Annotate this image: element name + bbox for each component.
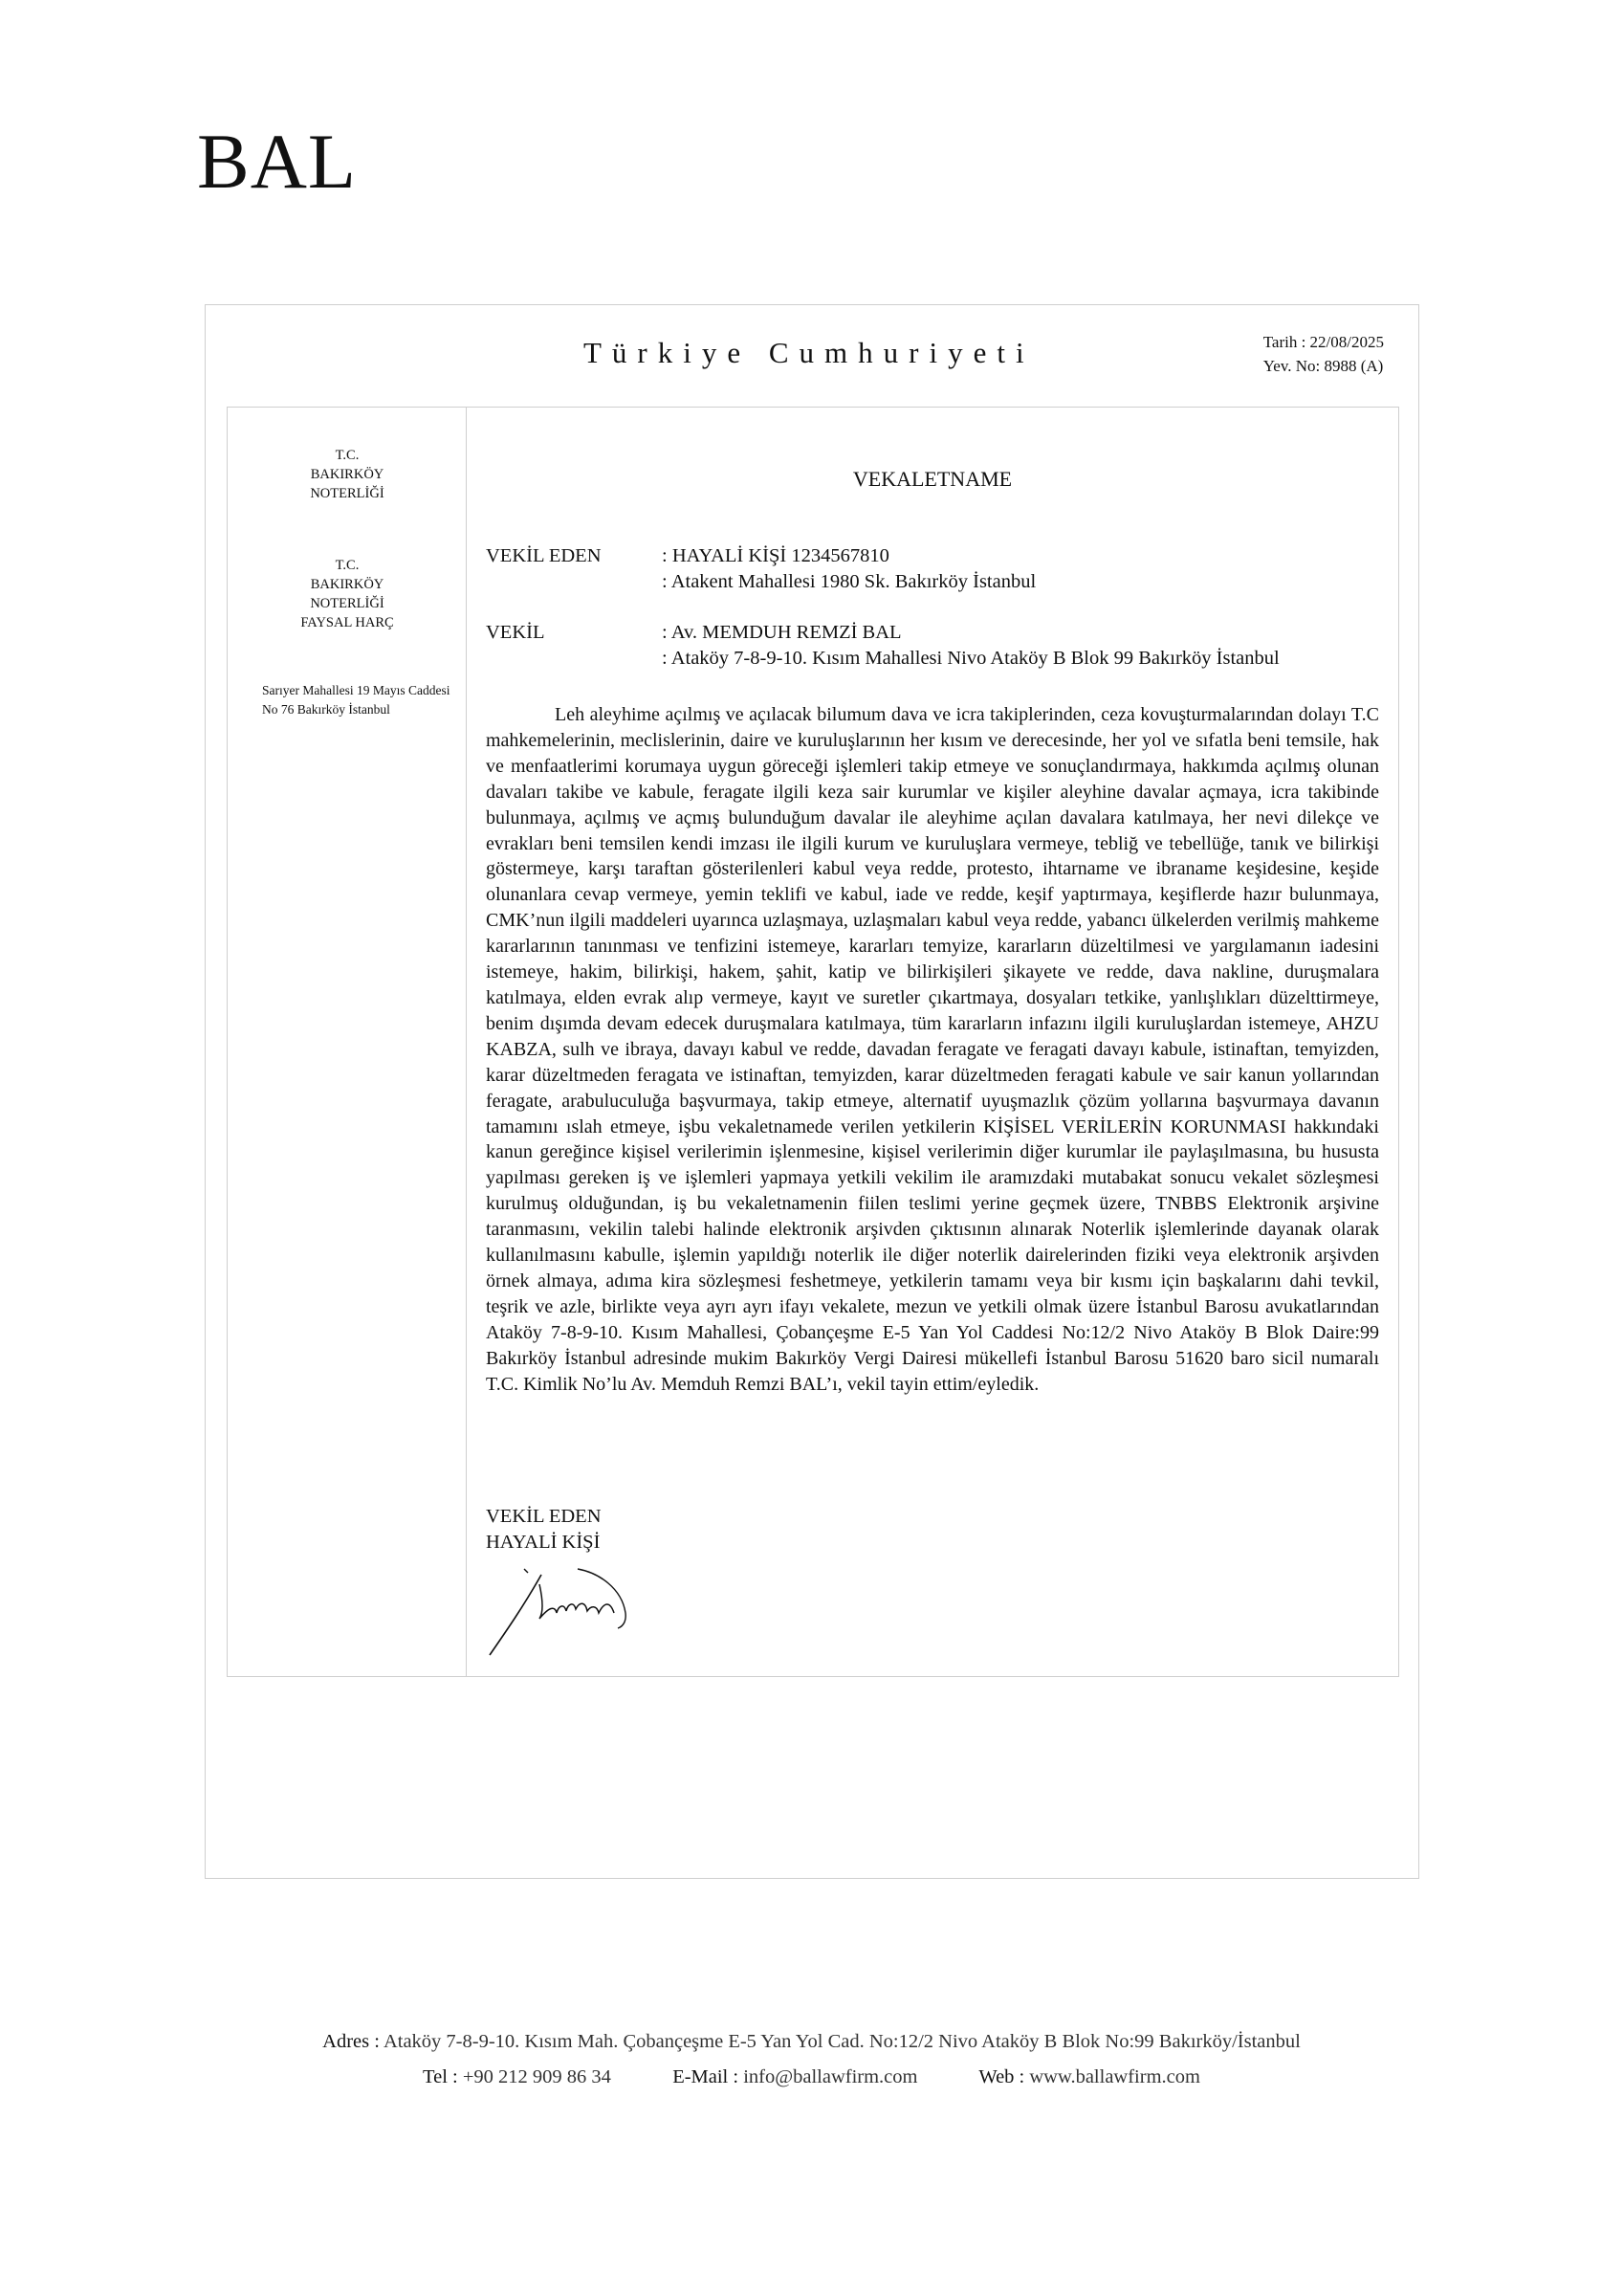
- document-date: Tarih : 22/08/2025: [1262, 333, 1384, 351]
- signature-name: HAYALİ KİŞİ: [486, 1532, 601, 1553]
- attorney-label: VEKİL: [486, 622, 545, 643]
- stamp-line: NOTERLİĞİ: [310, 486, 384, 501]
- stamp-line: FAYSAL HARÇ: [300, 615, 394, 630]
- stamp-line: NOTERLİĞİ: [310, 596, 384, 611]
- footer-address-label: Adres :: [322, 2031, 380, 2052]
- signature-label: VEKİL EDEN: [486, 1506, 602, 1527]
- footer-tel-label: Tel :: [423, 2066, 458, 2087]
- document-body-frame: [227, 407, 1399, 1677]
- stamp-line: T.C.: [335, 448, 360, 463]
- document-frame: [205, 304, 1419, 1879]
- footer-email-label: E-Mail :: [672, 2066, 739, 2087]
- principal-label: VEKİL EDEN: [486, 545, 602, 566]
- stamp-line: BAKIRKÖY: [310, 577, 384, 592]
- document-ref-no: Yev. No: 8988 (A): [1262, 357, 1384, 375]
- republic-title: Türkiye Cumhuriyeti: [583, 336, 1035, 369]
- document-meta: [1263, 330, 1384, 378]
- handwritten-signature: [486, 1563, 639, 1659]
- document-title: VEKALETNAME: [852, 467, 1013, 491]
- principal-name: : HAYALİ KİŞİ 1234567810: [662, 545, 889, 566]
- footer-contact-line: [0, 2066, 1623, 2088]
- body-paragraph: Leh aleyhime açılmış ve açılacak bilumum dava ve icra takiplerinden, ceza kovuşturmalarından dolayı T.C mahkemelerinin, meclislerinin, daire ve kuruluşlarının her kısım ve derecesinde, her yol ve sıfatla beni temsile, hak ve menfaatlerimi korumaya uygun göreceği işlemleri takip etmeye ve sonuçlandırmaya, hakkımda açılmış olunan davaları takibe ve kabule, feragate ilgili keza sair kurumlar ve kişiler aleyhine davalar açmaya, icra takibinde bulunmaya, açılmış ve açmış bulunduğum davalar ile aleyhime açılan davalara katılmaya, her nevi dilekçe ve evrakları beni temsilen kendi imzası ile ilgili kurum ve kuruluşlara vermeye, tebliğ ve tebellüğe, tanık ve bilirkişi göstermeye, karşı taraftan gösterilenleri kabul veya redde, protesto, ihtarname ve ibraname keşidesine, keşide olunanlara cevap vermeye, yemin teklifi ve kabul, iade ve redde, keşif yaptırmaya, keşiflerde hazır bulunmaya, CMK’nun ilgili maddeleri uyarınca uzlaşmaya, uzlaşmaları kabul veya redde, yabancı ülkelerden verilmiş mahkeme kararlarının tanınması ve tenfizini istemeye, kararları temyize, kararların düzeltilmesi ve yargılamanın iadesini istemeye, hakim, bilirkişi, hakem, şahit, katip ve bilirkişileri şikayete ve redde, dava nakline, duruşmalara katılmaya, elden evrak alıp vermeye, kayıt ve suretler çıkartmaya, dosyaları tetkike, yanlışlıkları düzelttirmeye, benim dışımda devam edecek duruşmalara katılmaya, tüm kararların infazını ilgili kuruluşlardan istemeye, AHZU KABZA, sulh ve ibraya, davayı kabul ve redde, davadan feragate ve feragati davayı kabule, istinaftan, temyizden, karar düzeltmeden feragata ve istinaftan, temyizden, karar düzeltmeden feragati kabule ve sair kanun yollarından feragate, arabuluculuğa başvurmaya, takip etmeye, alternatif uyuşmazlık çözüm yollarına başvurmaya davanın tamamını ıslah etmeye, işbu vekaletnamede verilen yetkilerin KİŞİSEL VERİLERİN KORUNMASI hakkındaki kanun gereğince kişisel verilerimin işlenmesine, kişisel verilerimin diğer kurumlar ile paylaşılmasına, bu hususta yapılması gereken iş ve işlemleri yapmaya yetkili vekilim ile aramızdaki mutabakat sonucu vekalet sözleşmesi kurulmuş olduğundan, iş bu vekaletnamenin fiilen teslimi yerine geçmek üzere, TNBBS Elektronik arşivine taranmasını, vekilin talebi halinde elektronik arşivden çıktısının alınarak Noterlik işlemlerinde dayanak olarak kullanılmasını kabulle, işlemin yapıldığı noterlik ile diğer noterlik dairelerinden fiziki veya elektronik arşivden örnek almaya, adıma kira sözleşmesi feshetmeye, yetkilerin tamamı veya bir kısmı için başkalarını dahi tevkil, teşrik ve azle, birlikte veya ayrı ayrı ifayı vekalete, mezun ve yetkili olmak üzere İstanbul Barosu avukatlarından Ataköy 7-8-9-10. Kısım Mahallesi, Çobançeşme E-5 Yan Yol Caddesi No:12/2 Nivo Ataköy B Blok Daire:99 Bakırköy İstanbul adresinde mukim Bakırköy Vergi Dairesi mükellefi İstanbul Barosu 51620 baro sicil numaralı T.C. Kimlik No’lu Av. Memduh Remzi BAL’ı, vekil tayin ettim/eyledik.: [486, 704, 1379, 1395]
- firm-logo: BAL: [197, 118, 357, 205]
- signature-block: [486, 1504, 602, 1556]
- notary-address: Sarıyer Mahallesi 19 Mayıs Caddesi No 76 Bakırköy İstanbul: [262, 683, 450, 717]
- stamp-column: [228, 408, 467, 1676]
- footer-address: Ataköy 7-8-9-10. Kısım Mah. Çobançeşme E-5 Yan Yol Cad. No:12/2 Nivo Ataköy B Blok No:99 Bakırköy/İstanbul: [383, 2031, 1301, 2052]
- footer-web-label: Web :: [978, 2066, 1025, 2087]
- footer-tel[interactable]: +90 212 909 86 34: [462, 2066, 611, 2087]
- attorney-name: : Av. MEMDUH REMZİ BAL: [662, 622, 902, 643]
- principal-address: : Atakent Mahallesi 1980 Sk. Bakırköy İstanbul: [662, 571, 1037, 592]
- footer-address-line: [0, 2031, 1623, 2053]
- attorney-address: : Ataköy 7-8-9-10. Kısım Mahallesi Nivo Ataköy B Blok 99 Bakırköy İstanbul: [662, 648, 1280, 669]
- notary-fee-stamp: [228, 556, 467, 632]
- footer-web[interactable]: www.ballawfirm.com: [1029, 2066, 1200, 2087]
- notary-stamp: [228, 446, 467, 503]
- footer-email[interactable]: info@ballawfirm.com: [743, 2066, 918, 2087]
- power-of-attorney-text: [486, 702, 1379, 1397]
- stamp-line: BAKIRKÖY: [310, 467, 384, 482]
- stamp-line: T.C.: [335, 558, 360, 573]
